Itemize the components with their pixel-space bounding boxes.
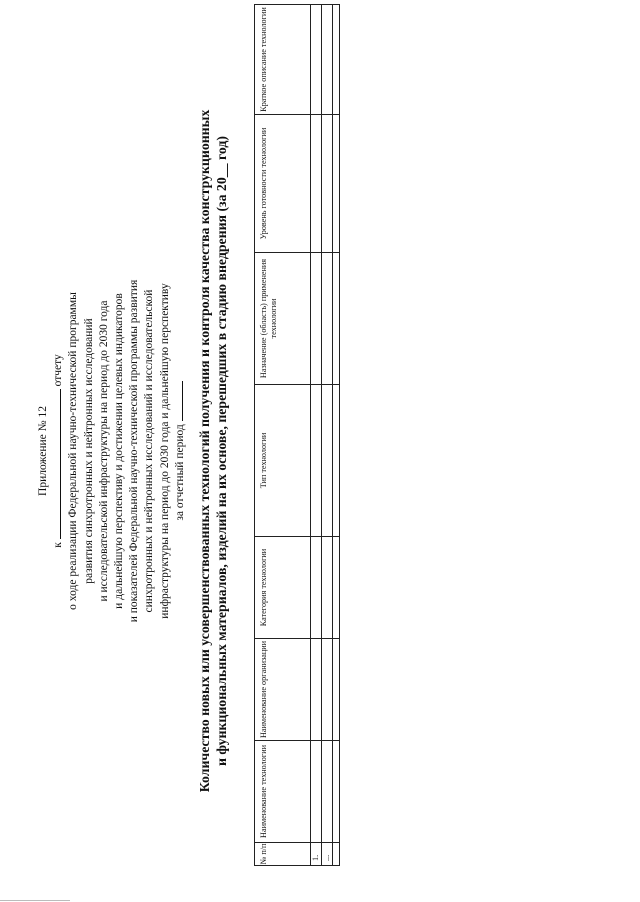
header-org-name: Наименование организации: [255, 639, 311, 741]
table-cell: [322, 253, 333, 385]
header-number: № п/п: [255, 843, 311, 866]
table-cell: [333, 115, 340, 253]
technology-table: [254, 4, 340, 866]
document-title: [196, 0, 230, 902]
title-line-2: и функциональных материалов, изделий на их основе, перешедших в стадию внедрения (за 20__ год): [214, 136, 229, 766]
annex-line-7: инфраструктуры на период до 2030 года и дальнейшую перспективу: [158, 283, 171, 619]
table-cell: [333, 5, 340, 115]
table-cell: [322, 639, 333, 741]
annex-report-line: [51, 0, 66, 902]
annex-number: Приложение № 12: [37, 406, 49, 496]
header-readiness: Уровень готовности технологии: [255, 115, 311, 253]
annex-line-5: и показателей Федеральной научно-технической программы развития: [128, 279, 141, 623]
table-cell: [333, 741, 340, 843]
table-cell: [311, 741, 322, 843]
cell-number: ...: [322, 843, 333, 866]
table-cell: [322, 115, 333, 253]
header-tech-name: Наименование технологии: [255, 741, 311, 843]
table-cell: [311, 639, 322, 741]
table-cell: [311, 385, 322, 537]
table-cell: [311, 5, 322, 115]
annex-line-6: синхротронных и нейтронных исследований и исследовательской: [143, 289, 156, 613]
table-row: [311, 5, 322, 866]
header-purpose: Назначение (область) применения технологии: [255, 253, 311, 385]
header-category: Категория технологии: [255, 537, 311, 639]
table-header-row: [255, 5, 311, 866]
table-cell: [333, 843, 340, 866]
table-cell: [322, 385, 333, 537]
cell-number: 1.: [311, 843, 322, 866]
annex-line-4: и дальнейшую перспективу и достижении целевых индикаторов: [113, 293, 126, 609]
header-type: Тип технологии: [255, 385, 311, 537]
header-description: Краткое описание технологии: [255, 5, 311, 115]
table-cell: [322, 5, 333, 115]
table-cell: [322, 741, 333, 843]
annex-to: к: [52, 542, 65, 548]
table-cell: [333, 639, 340, 741]
report-blank: [60, 389, 61, 539]
annex-report: отчету: [52, 354, 65, 387]
annex-period-line: [173, 0, 188, 902]
table-cell: [311, 537, 322, 639]
title-line-1: Количество новых или усовершенствованных технологий получения и контроля качества конструкционных: [197, 109, 212, 793]
annex-period: за отчетный период: [173, 424, 186, 521]
period-blank: [182, 381, 183, 421]
table-row: [333, 5, 340, 866]
table-cell: [333, 537, 340, 639]
table-cell: [311, 253, 322, 385]
table-cell: [333, 253, 340, 385]
table-row: [322, 5, 333, 866]
table-cell: [333, 385, 340, 537]
table-cell: [311, 115, 322, 253]
table-cell: [322, 537, 333, 639]
annex-line-2: развития синхротронных и нейтронных исследований: [82, 318, 95, 584]
annex-header: [36, 0, 188, 902]
annex-line-1: о ходе реализации Федеральной научно-технической программы: [67, 292, 80, 610]
annex-line-3: и исследовательской инфраструктуры на период до 2030 года: [97, 300, 110, 602]
